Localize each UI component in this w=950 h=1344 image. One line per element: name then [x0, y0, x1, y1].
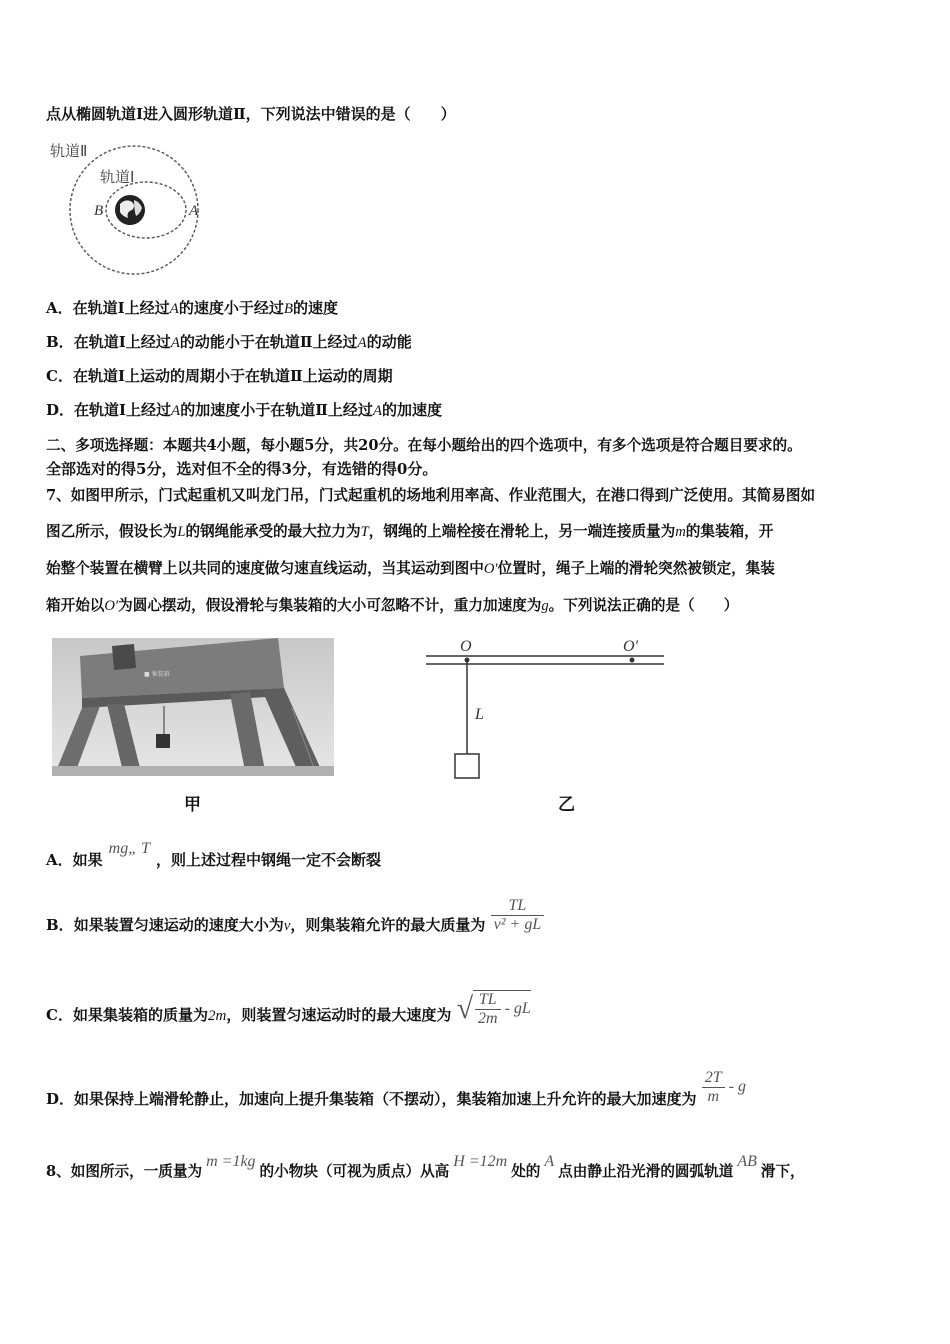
earth-icon	[115, 195, 145, 225]
point-a-label: A	[189, 203, 199, 219]
q7-stem-line2: 图乙所示，假设长为L的钢绳能承受的最大拉力为T，钢绳的上端栓接在滑轮上，另一端连接质量为m的集装箱，开	[46, 523, 774, 540]
q7-option-d: D．如果保持上端滑轮静止，加速向上提升集装箱（不摆动），集装箱加速上升允许的最大加速度为 $\frac{2T}{m}$ - g	[46, 1068, 746, 1108]
q7-option-c: C．如果集装箱的质量为2m，则装置匀速运动时的最大速度为 √ $\frac{TL}{2m}$ - gL	[46, 991, 531, 1027]
figure-jia-caption: 甲	[184, 795, 201, 815]
q7-c-sqrt-expression: √ $\frac{TL}{2m}$ - gL	[456, 991, 531, 1027]
rope-length-label: L	[475, 706, 484, 723]
crane-diagram	[420, 634, 670, 784]
orbit-2-label: 轨道Ⅱ	[50, 142, 88, 160]
q7-b-fraction: $\frac{TL}{\text{v² + gL}}$	[491, 897, 545, 934]
section-2-heading-cont: 全部选对的得5分，选对但不全的得3分，有选错的得0分。	[46, 460, 438, 478]
q7-stem-line1: 7、如图甲所示，门式起重机又叫龙门吊，门式起重机的场地利用率高、作业范围大，在港口得到广泛使用。其简易图如	[46, 487, 816, 504]
q6-option-b: B．在轨道Ⅰ上经过A的动能小于在轨道Ⅱ上经过A的动能	[46, 333, 412, 351]
q6-option-d: D．在轨道Ⅰ上经过A的加速度小于在轨道Ⅱ上经过A的加速度	[46, 401, 443, 419]
orbit-1-label: 轨道Ⅰ	[100, 168, 135, 186]
q6-option-a: A．在轨道Ⅰ上经过A的速度小于经过B的速度	[46, 299, 339, 317]
q6-option-c: C．在轨道Ⅰ上运动的周期小于在轨道Ⅱ上运动的周期	[46, 367, 393, 385]
question-6-stem: 点从椭圆轨道Ⅰ进入圆形轨道Ⅱ，下列说法中错误的是（ ）	[46, 105, 456, 123]
orbit-figure	[46, 138, 216, 278]
gantry-crane-photo	[52, 638, 334, 776]
q7-stem-line3: 始整个装置在横臂上以共同的速度做匀速直线运动，当其运动到图中O′位置时，绳子上端的滑轮突然被锁定，集装	[46, 560, 775, 577]
point-b-label: B	[94, 203, 104, 219]
figure-yi-caption: 乙	[558, 795, 575, 815]
q7-d-expression: $\frac{2T}{m}$ - g	[702, 1069, 746, 1106]
section-2-heading: 二、多项选择题：本题共4小题，每小题5分，共20分。在每小题给出的四个选项中，有多个选项是符合题目要求的。	[46, 437, 802, 454]
q7-option-b: B．如果装置匀速运动的速度大小为v，则集装箱允许的最大质量为 $\frac{TL}{\text{v² + gL}}$	[46, 914, 544, 935]
q7-stem-line4: 箱开始以O′为圆心摆动，假设滑轮与集装箱的大小可忽略不计，重力加速度为g。下列说法正确的是（ ）	[46, 597, 739, 614]
question-8-stem: 8、如图所示，一质量为m =1kg的小物块（可视为质点）从高H =12m处的A点由静止沿光滑的圆弧轨道AB滑下，	[46, 1153, 805, 1180]
point-o-prime-label: O′	[623, 638, 639, 655]
q7-option-a: A．如果mg„ T，则上述过程中钢绳一定不会断裂	[46, 840, 382, 869]
point-o-label: O	[460, 638, 472, 655]
svg-text:■ 集装箱: ■ 集装箱	[144, 671, 170, 678]
container-box	[455, 754, 479, 778]
